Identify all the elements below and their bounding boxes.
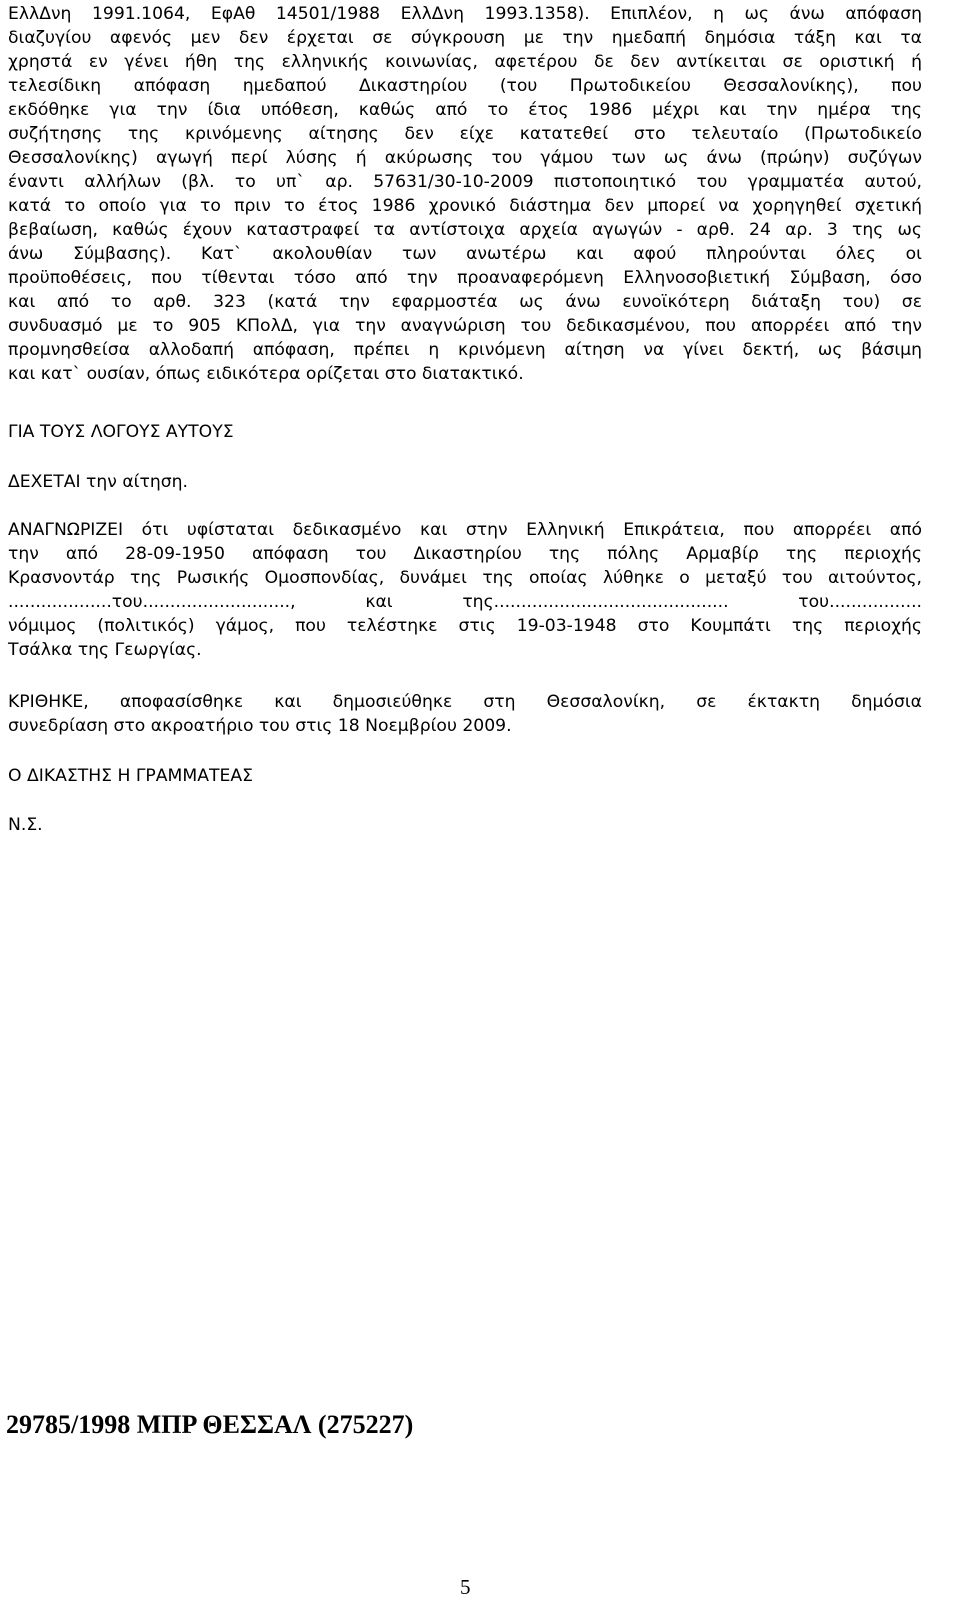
paragraph-line: βεβαίωση, καθώς έχουν καταστραφεί τα αντίστοιχα αρχεία αγωγών - αρθ. 24 αρ. 3 της ως (8, 220, 922, 240)
paragraph-line: συζήτησης της κρινόμενης αίτησης δεν είχε κατατεθεί στο τελευταίο (Πρωτοδικείο (8, 124, 922, 144)
paragraph-line: διαζυγίου αφενός μεν δεν έρχεται σε σύγκρουση με την ημεδαπή δημόσια τάξη και τα (8, 28, 922, 48)
paragraph-line: Θεσσαλονίκης) αγωγή περί λύσης ή ακύρωσης του γάμου των ως άνω (πρώην) συζύγων (8, 148, 922, 168)
paragraph-line: εκδόθηκε για την ίδια υπόθεση, καθώς από το έτος 1986 μέχρι και την ημέρα της (8, 100, 922, 120)
reasons-heading: ΓΙΑ ΤΟΥΣ ΛΟΓΟΥΣ ΑΥΤΟΥΣ (8, 422, 234, 442)
paragraph-line: κατά το οποίο για το πριν το έτος 1986 χρονικό διάστημα δεν μπορεί να χορηγηθεί σχετική (8, 196, 922, 216)
paragraph-line: ΑΝΑΓΝΩΡΙΖΕΙ ότι υφίσταται δεδικασμένο και στην Ελληνική Επικράτεια, που απορρέει από (8, 520, 922, 540)
paragraph-line: συνδυασμό με το 905 ΚΠολΔ, για την αναγνώριση του δεδικασμένου, που απορρέει από την (8, 316, 922, 336)
paragraph-line: ...................του..........................., και της........................................... του................. (8, 592, 922, 612)
paragraph-line: χρηστά εν γένει ήθη της ελληνικής κοινωνίας, αφετέρου δε δεν αντίκειται σε οριστική ή (8, 52, 922, 72)
paragraph-line: προϋποθέσεις, που τίθενται τόσο από την προαναφερόμενη Ελληνοσοβιετική Σύμβαση, όσο (8, 268, 922, 288)
paragraph-line: την από 28-09-1950 απόφαση του Δικαστηρίου της πόλης Αρμαβίρ της περιοχής (8, 544, 922, 564)
paragraph-line: και κατ` ουσίαν, όπως ειδικότερα ορίζεται στο διατακτικό. (8, 364, 524, 384)
paragraph-line: Κρασνοντάρ της Ρωσικής Ομοσπονδίας, δυνάμει της οποίας λύθηκε ο μεταξύ του αιτούντος, (8, 568, 922, 588)
initials: Ν.Σ. (8, 815, 43, 835)
paragraph-line: άνω Σύμβασης). Κατ` ακολουθίαν των ανωτέρω και αφού πληρούνται όλες οι (8, 244, 922, 264)
paragraph-line: συνεδρίαση στο ακροατήριο του στις 18 Νοεμβρίου 2009. (8, 716, 512, 736)
accepts-ruling: ΔΕΧΕΤΑΙ την αίτηση. (8, 472, 188, 492)
paragraph-line: νόμιμος (πολιτικός) γάμος, που τελέστηκε στις 19-03-1948 στο Κουμπάτι της περιοχής (8, 616, 922, 636)
case-reference: 29785/1998 ΜΠΡ ΘΕΣΣΑΛ (275227) (6, 1410, 414, 1439)
paragraph-line: ΚΡΙΘΗΚΕ, αποφασίσθηκε και δημοσιεύθηκε στη Θεσσαλονίκη, σε έκτακτη δημόσια (8, 692, 922, 712)
signatories: Ο ΔΙΚΑΣΤΗΣ Η ΓΡΑΜΜΑΤΕΑΣ (8, 766, 253, 786)
paragraph-line: ΕλλΔνη 1991.1064, ΕφΑθ 14501/1988 ΕλλΔνη 1993.1358). Επιπλέον, η ως άνω απόφαση (8, 4, 922, 24)
paragraph-line: τελεσίδικη απόφαση ημεδαπού Δικαστηρίου (του Πρωτοδικείου Θεσσαλονίκης), που (8, 76, 922, 96)
paragraph-line: Τσάλκα της Γεωργίας. (8, 640, 202, 660)
paragraph-line: προμνησθείσα αλλοδαπή απόφαση, πρέπει η κρινόμενη αίτηση να γίνει δεκτή, ως βάσιμη (8, 340, 922, 360)
page-number: 5 (460, 1575, 471, 1599)
paragraph-line: έναντι αλλήλων (βλ. το υπ` αρ. 57631/30-10-2009 πιστοποιητικό του γραμματέα αυτού, (8, 172, 922, 192)
paragraph-line: και από το αρθ. 323 (κατά την εφαρμοστέα ως άνω ευνοϊκότερη διάταξη του) σε (8, 292, 922, 312)
